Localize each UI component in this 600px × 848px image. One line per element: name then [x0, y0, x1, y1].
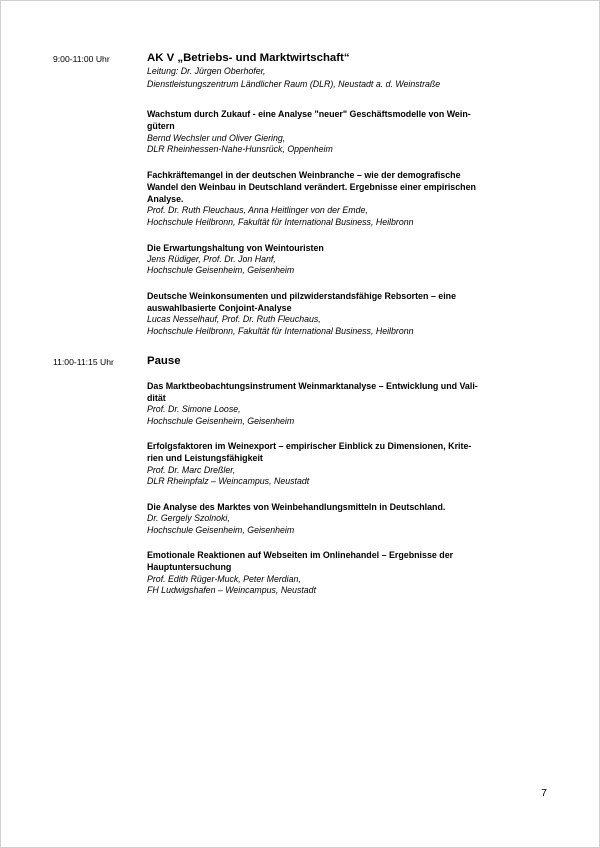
talk-title-line-1: Fachkräftemangel in der deutschen Weinbranche – wie der demografische [147, 169, 461, 180]
talk-affiliation: DLR Rheinpfalz – Weincampus, Neustadt [147, 476, 310, 487]
break-row [53, 354, 553, 597]
talk-title-line-1: Emotionale Reaktionen auf Webseiten im Onlinehandel – Ergebnisse der [147, 550, 454, 561]
page-content [53, 51, 553, 597]
talk-affiliation: DLR Rheinhessen-Nahe-Hunsrück, Oppenheim [147, 144, 333, 155]
talk-affiliation: FH Ludwigshafen – Weincampus, Neustadt [147, 585, 317, 596]
talk-title-line-2: rien und Leistungsfähigkeit [147, 453, 263, 464]
talk-title-line-2: gütern [147, 121, 175, 132]
talk-title-line-1: Deutsche Weinkonsumenten und pilzwiderstandsfähige Rebsorten – eine [147, 290, 457, 301]
break-time: 11:00-11:15 Uhr [53, 356, 114, 367]
talk-item [147, 242, 553, 277]
talk-item [147, 290, 553, 338]
talk-affiliation: Hochschule Geisenheim, Geisenheim [147, 265, 295, 276]
session-row [53, 51, 553, 338]
talk-title-line-1: Wachstum durch Zukauf - eine Analyse "neuer" Geschäftsmodelle von Wein- [147, 109, 471, 120]
talk-affiliation: Hochschule Heilbronn, Fakultät für International Business, Heilbronn [147, 325, 414, 336]
talk-author: Lucas Nesselhauf, Prof. Dr. Ruth Fleuchaus, [147, 314, 321, 325]
break-title: Pause [147, 354, 181, 367]
talk-item [147, 501, 553, 536]
talk-affiliation: Hochschule Geisenheim, Geisenheim [147, 524, 295, 535]
talk-item [147, 549, 553, 597]
session-time: 9:00-11:00 Uhr [53, 54, 110, 64]
page-number: 7 [541, 787, 547, 799]
session-body [143, 51, 553, 338]
talk-author: Dr. Gergely Szolnoki, [147, 512, 230, 523]
talk-title-line-2: dität [147, 392, 166, 403]
talk-title-line-2: auswahlbasierte Conjoint-Analyse [147, 303, 292, 314]
talk-author: Prof. Dr. Ruth Fleuchaus, Anna Heitlinger von der Emde, [147, 205, 368, 216]
talk-author: Prof. Dr. Simone Loose, [147, 403, 241, 414]
talk-title-line-1: Die Erwartungshaltung von Weintouristen [147, 242, 324, 253]
talk-title-line-1: Das Marktbeobachtungsinstrument Weinmarktanalyse – Entwicklung und Vali- [147, 380, 478, 391]
talk-title-line-2: Hauptuntersuchung [147, 562, 232, 573]
talk-item [147, 169, 553, 229]
talk-title-line-1: Die Analyse des Marktes von Weinbehandlungsmitteln in Deutschland. [147, 501, 446, 512]
talk-author: Jens Rüdiger, Prof. Dr. Jon Hanf, [147, 253, 276, 264]
talk-affiliation: Hochschule Geisenheim, Geisenheim [147, 415, 295, 426]
talk-title-line-3: Analyse. [147, 194, 184, 205]
talk-affiliation: Hochschule Heilbronn, Fakultät für International Business, Heilbronn [147, 216, 414, 227]
break-body [143, 354, 553, 597]
talk-title-line-1: Erfolgsfaktoren im Weinexport – empirischer Einblick zu Dimensionen, Krite- [147, 441, 472, 452]
talk-author: Prof. Dr. Marc Dreßler, [147, 464, 236, 475]
talk-author: Prof. Edith Rüger-Muck, Peter Merdian, [147, 573, 301, 584]
session-lead-line-1: Leitung: Dr. Jürgen Oberhofer, [147, 66, 266, 76]
talk-author: Bernd Wechsler und Oliver Giering, [147, 132, 286, 143]
session-title: AK V „Betriebs- und Marktwirtschaft“ [147, 52, 350, 64]
session-lead-line-2: Dienstleistungszentrum Ländlicher Raum (DLR), Neustadt a. d. Weinstraße [147, 78, 441, 89]
talk-title-line-2: Wandel den Weinbau in Deutschland verändert. Ergebnisse einer empirischen [147, 181, 476, 192]
talk-item [147, 380, 553, 428]
talk-item [147, 108, 553, 156]
talk-item [147, 440, 553, 488]
